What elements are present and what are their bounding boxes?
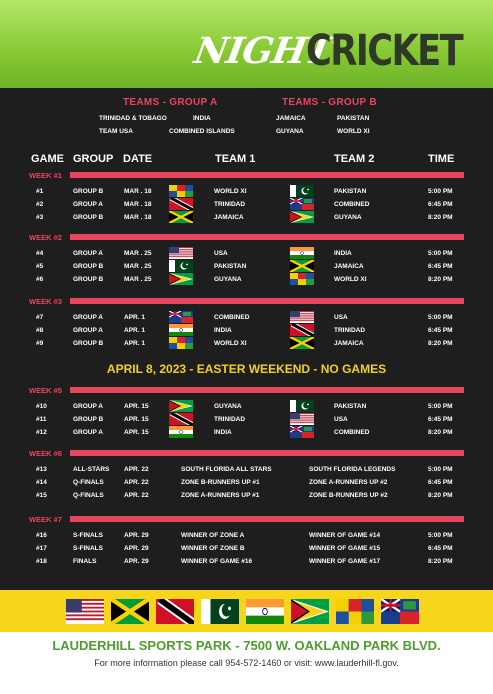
game-date: APR. 22 xyxy=(124,479,149,486)
game-date: MAR . 25 xyxy=(124,263,152,270)
game-date: APR. 22 xyxy=(124,492,149,499)
game-group: GROUP B xyxy=(73,263,104,270)
team2-name: WINNER OF GAME #14 xyxy=(309,532,381,539)
game-group: S-FINALS xyxy=(73,532,103,539)
game-number: #11 xyxy=(36,416,47,423)
schedule-panel xyxy=(0,88,493,590)
india-flag-icon xyxy=(169,426,193,438)
game-number: #4 xyxy=(36,250,44,257)
game-group: GROUP A xyxy=(73,403,103,410)
game-number: #17 xyxy=(36,545,47,552)
india-flag-icon xyxy=(246,599,284,624)
game-time: 5:00 PM xyxy=(428,466,453,473)
game-date: MAR . 25 xyxy=(124,250,152,257)
team2-name: TRINIDAD xyxy=(334,327,366,334)
title-cricket: CRICKET xyxy=(306,26,463,76)
game-group: GROUP B xyxy=(73,188,104,195)
team2-name: JAMAICA xyxy=(334,340,364,347)
pakistan-flag-icon xyxy=(290,185,314,197)
pakistan-flag-icon xyxy=(169,260,193,272)
team1-name: ZONE A-RUNNERS UP #1 xyxy=(181,492,260,499)
combined-flag-icon xyxy=(290,426,314,438)
game-date: APR. 29 xyxy=(124,532,149,539)
jamaica-flag-icon xyxy=(290,337,314,349)
team1-name: GUYANA xyxy=(214,403,242,410)
game-group: Q-FINALS xyxy=(73,479,104,486)
game-group: GROUP B xyxy=(73,276,104,283)
week-divider-bar xyxy=(70,172,464,178)
game-time: 6:45 PM xyxy=(428,416,453,423)
game-time: 8:20 PM xyxy=(428,429,453,436)
game-number: #12 xyxy=(36,429,47,436)
team1-name: USA xyxy=(214,250,228,257)
venue-address: LAUDERHILL SPORTS PARK - 7500 W. OAKLAND PARK BLVD. xyxy=(52,638,441,653)
column-header-time: TIME xyxy=(428,153,455,165)
team1-name: GUYANA xyxy=(214,276,242,283)
column-header-group: GROUP xyxy=(73,153,114,165)
game-time: 8:20 PM xyxy=(428,558,453,565)
game-number: #3 xyxy=(36,214,44,221)
team1-name: ZONE B-RUNNERS UP #1 xyxy=(181,479,260,486)
team1-name: JAMAICA xyxy=(214,214,244,221)
team2-name: ZONE B-RUNNERS UP #2 xyxy=(309,492,388,499)
usa-flag-icon xyxy=(169,247,193,259)
contact-info: For more information please call 954-572-1460 or visit: www.lauderhill-fl.gov. xyxy=(94,658,399,668)
game-time: 6:45 PM xyxy=(428,327,453,334)
group-b-team: PAKISTAN xyxy=(337,115,370,122)
combined-flag-icon xyxy=(381,599,419,624)
game-number: #16 xyxy=(36,532,47,539)
india-flag-icon xyxy=(290,247,314,259)
worldxi-flag-icon xyxy=(290,273,314,285)
group-b-team: JAMAICA xyxy=(276,115,306,122)
week-divider-bar xyxy=(70,387,464,393)
week-label: WEEK #6 xyxy=(29,449,62,458)
game-date: MAR . 18 xyxy=(124,214,152,221)
guyana-flag-icon xyxy=(169,273,193,285)
trinidad-flag-icon xyxy=(290,324,314,336)
game-time: 8:20 PM xyxy=(428,214,453,221)
trinidad-flag-icon xyxy=(156,599,194,624)
group-a-heading: TEAMS - GROUP A xyxy=(123,97,218,108)
game-number: #7 xyxy=(36,314,44,321)
group-a-team: TRINIDAD & TOBAGO xyxy=(99,115,167,122)
team2-name: JAMAICA xyxy=(334,263,364,270)
game-date: APR. 1 xyxy=(124,314,145,321)
column-header-team2: TEAM 2 xyxy=(334,153,375,165)
game-number: #9 xyxy=(36,340,44,347)
trinidad-flag-icon xyxy=(169,198,193,210)
game-date: MAR . 25 xyxy=(124,276,152,283)
game-date: APR. 15 xyxy=(124,429,149,436)
game-group: Q-FINALS xyxy=(73,492,104,499)
team1-name: WINNER OF ZONE A xyxy=(181,532,245,539)
guyana-flag-icon xyxy=(290,211,314,223)
game-time: 5:00 PM xyxy=(428,532,453,539)
game-group: GROUP A xyxy=(73,201,103,208)
week-label: WEEK #1 xyxy=(29,171,62,180)
column-header-game: GAME xyxy=(31,153,64,165)
team2-name: PAKISTAN xyxy=(334,188,367,195)
team2-name: WINNER OF GAME #15 xyxy=(309,545,381,552)
guyana-flag-icon xyxy=(169,400,193,412)
team2-name: INDIA xyxy=(334,250,352,257)
game-number: #14 xyxy=(36,479,47,486)
title-night: NIGHT xyxy=(191,30,335,72)
jamaica-flag-icon xyxy=(111,599,149,624)
usa-flag-icon xyxy=(66,599,104,624)
team2-name: WINNER OF GAME #17 xyxy=(309,558,381,565)
trinidad-flag-icon xyxy=(169,413,193,425)
game-date: APR. 15 xyxy=(124,416,149,423)
week-label: WEEK #7 xyxy=(29,515,62,524)
team1-name: WORLD XI xyxy=(214,340,247,347)
game-time: 8:20 PM xyxy=(428,492,453,499)
pakistan-flag-icon xyxy=(290,400,314,412)
team1-name: WINNER OF ZONE B xyxy=(181,545,245,552)
week-divider-bar xyxy=(70,450,464,456)
usa-flag-icon xyxy=(290,311,314,323)
team1-name: SOUTH FLORIDA ALL STARS xyxy=(181,466,272,473)
game-time: 8:20 PM xyxy=(428,340,453,347)
combined-flag-icon xyxy=(290,198,314,210)
game-group: GROUP B xyxy=(73,214,104,221)
team2-name: USA xyxy=(334,416,348,423)
game-number: #8 xyxy=(36,327,44,334)
game-date: MAR . 18 xyxy=(124,188,152,195)
game-time: 5:00 PM xyxy=(428,188,453,195)
game-date: APR. 29 xyxy=(124,558,149,565)
easter-notice: APRIL 8, 2023 - EASTER WEEKEND - NO GAMES xyxy=(106,362,387,376)
combined-flag-icon xyxy=(169,311,193,323)
flag-strip xyxy=(0,590,493,632)
group-a-team: TEAM USA xyxy=(99,128,133,135)
worldxi-flag-icon xyxy=(169,185,193,197)
team1-name: TRINIDAD xyxy=(214,416,246,423)
team1-name: WORLD XI xyxy=(214,188,247,195)
week-divider-bar xyxy=(70,234,464,240)
game-group: GROUP A xyxy=(73,327,103,334)
group-b-team: WORLD XI xyxy=(337,128,370,135)
game-group: ALL-STARS xyxy=(73,466,110,473)
game-time: 5:00 PM xyxy=(428,314,453,321)
team2-name: GUYANA xyxy=(334,214,362,221)
game-date: APR. 29 xyxy=(124,545,149,552)
game-number: #2 xyxy=(36,201,44,208)
game-time: 6:45 PM xyxy=(428,479,453,486)
game-group: FINALS xyxy=(73,558,97,565)
group-a-team: INDIA xyxy=(193,115,211,122)
team1-name: TRINIDAD xyxy=(214,201,246,208)
team1-name: PAKISTAN xyxy=(214,263,247,270)
team2-name: COMBINED xyxy=(334,201,370,208)
team2-name: WORLD XI xyxy=(334,276,367,283)
jamaica-flag-icon xyxy=(169,211,193,223)
team2-name: ZONE A-RUNNERS UP #2 xyxy=(309,479,388,486)
week-label: WEEK #2 xyxy=(29,233,62,242)
game-group: S-FINALS xyxy=(73,545,103,552)
pakistan-flag-icon xyxy=(201,599,239,624)
team2-name: PAKISTAN xyxy=(334,403,367,410)
week-label: WEEK #5 xyxy=(29,386,62,395)
week-divider-bar xyxy=(70,298,464,304)
worldxi-flag-icon xyxy=(336,599,374,624)
game-number: #18 xyxy=(36,558,47,565)
game-time: 5:00 PM xyxy=(428,403,453,410)
game-group: GROUP A xyxy=(73,314,103,321)
team2-name: USA xyxy=(334,314,348,321)
game-number: #10 xyxy=(36,403,47,410)
guyana-flag-icon xyxy=(291,599,329,624)
group-b-team: GUYANA xyxy=(276,128,304,135)
game-number: #15 xyxy=(36,492,47,499)
week-divider-bar xyxy=(70,516,464,522)
game-group: GROUP A xyxy=(73,429,103,436)
game-date: MAR . 18 xyxy=(124,201,152,208)
header-banner xyxy=(0,0,493,88)
game-date: APR. 1 xyxy=(124,327,145,334)
game-time: 6:45 PM xyxy=(428,545,453,552)
game-number: #13 xyxy=(36,466,47,473)
game-time: 8:20 PM xyxy=(428,276,453,283)
game-time: 6:45 PM xyxy=(428,263,453,270)
group-a-team: COMBINED ISLANDS xyxy=(169,128,235,135)
team1-name: INDIA xyxy=(214,327,232,334)
team1-name: INDIA xyxy=(214,429,232,436)
jamaica-flag-icon xyxy=(290,260,314,272)
team1-name: COMBINED xyxy=(214,314,250,321)
game-group: GROUP B xyxy=(73,416,104,423)
team2-name: COMBINED xyxy=(334,429,370,436)
game-number: #6 xyxy=(36,276,44,283)
column-header-team1: TEAM 1 xyxy=(215,153,256,165)
game-date: APR. 1 xyxy=(124,340,145,347)
game-group: GROUP B xyxy=(73,340,104,347)
group-b-heading: TEAMS - GROUP B xyxy=(282,97,377,108)
game-number: #5 xyxy=(36,263,44,270)
worldxi-flag-icon xyxy=(169,337,193,349)
game-date: APR. 15 xyxy=(124,403,149,410)
game-number: #1 xyxy=(36,188,44,195)
india-flag-icon xyxy=(169,324,193,336)
team1-name: WINNER OF GAME #16 xyxy=(181,558,253,565)
usa-flag-icon xyxy=(290,413,314,425)
game-group: GROUP A xyxy=(73,250,103,257)
game-time: 6:45 PM xyxy=(428,201,453,208)
column-header-date: DATE xyxy=(123,153,153,165)
team2-name: SOUTH FLORIDA LEGENDS xyxy=(309,466,396,473)
week-label: WEEK #3 xyxy=(29,297,62,306)
game-date: APR. 22 xyxy=(124,466,149,473)
game-time: 5:00 PM xyxy=(428,250,453,257)
